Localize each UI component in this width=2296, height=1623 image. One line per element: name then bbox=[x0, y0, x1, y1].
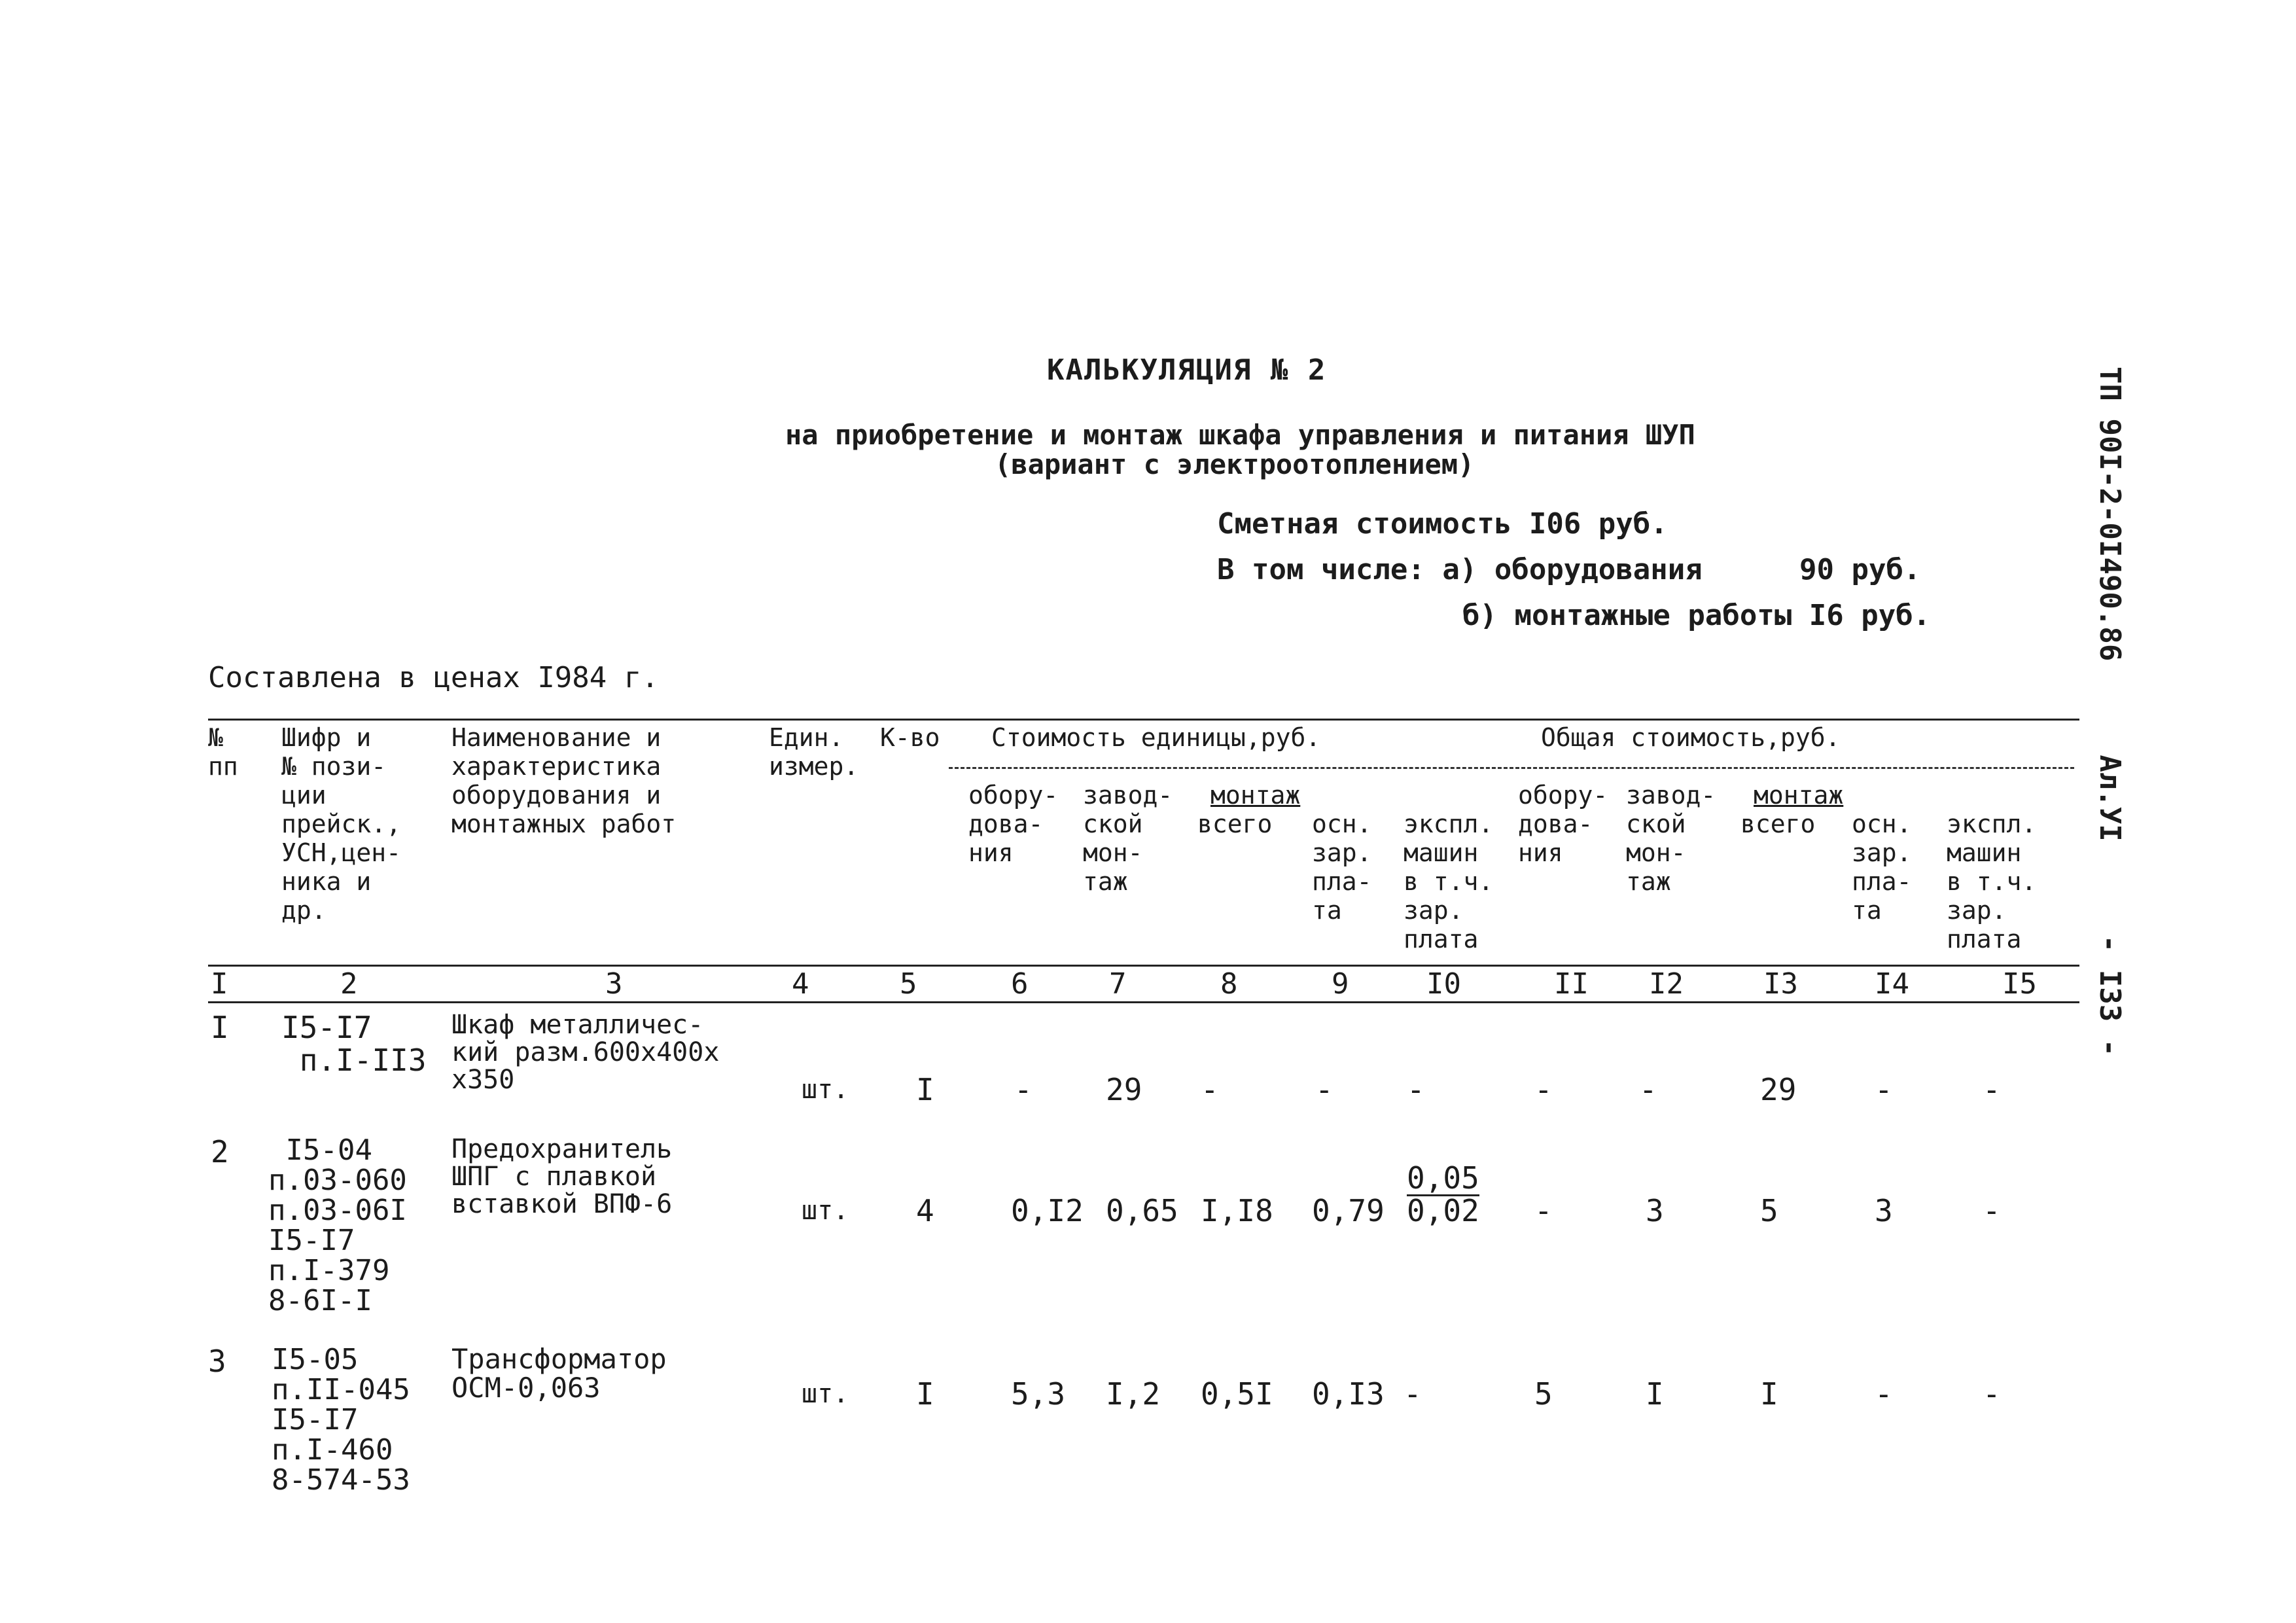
col-header-osn: осн. зар. пла- та bbox=[1312, 810, 1372, 925]
side-code: ТП 90I-2-0I490.86 bbox=[2093, 366, 2127, 662]
table-row-3-c11: 5 bbox=[1534, 1376, 1553, 1412]
colnum-bottom-rule bbox=[208, 1001, 2079, 1003]
colnum: I bbox=[211, 967, 228, 1001]
col-header-vsego-2: всего bbox=[1740, 810, 1816, 838]
doc-subtitle-2: (вариант с электроотоплением) bbox=[995, 448, 1475, 480]
side-page: - I33 - bbox=[2093, 935, 2127, 1057]
colnum: 4 bbox=[792, 967, 809, 1001]
table-row-3-c13: I bbox=[1760, 1376, 1778, 1412]
table-row-2-c10-top: 0,05 bbox=[1407, 1160, 1479, 1196]
table-row-2-c9: 0,79 bbox=[1312, 1193, 1385, 1228]
doc-title: КАЛЬКУЛЯЦИЯ № 2 bbox=[1047, 353, 1327, 387]
table-row-1-c13: 29 bbox=[1760, 1072, 1797, 1107]
col-header-vsego: всего bbox=[1197, 810, 1273, 838]
col-header-montazh-2: монтаж bbox=[1754, 781, 1844, 810]
table-row-1-c12: - bbox=[1639, 1072, 1657, 1107]
col-header-ekspl-2: экспл. машин в т.ч. зар. плата bbox=[1947, 810, 2037, 954]
col-header-osn-2: осн. зар. пла- та bbox=[1852, 810, 1912, 925]
table-row-1-c7: 29 bbox=[1106, 1072, 1142, 1107]
table-row-3-c14: - bbox=[1875, 1376, 1893, 1412]
prices-year: Составлена в ценах I984 г. bbox=[208, 661, 659, 694]
table-row-1-unit: шт. bbox=[802, 1075, 849, 1105]
table-row-3-code: I5-05 п.II-045 I5-I7 п.I-460 8-574-53 bbox=[272, 1343, 410, 1497]
table-row-3-c8: 0,5I bbox=[1201, 1376, 1273, 1412]
table-row-2-c15: - bbox=[1983, 1193, 2001, 1228]
table-row-1-c11: - bbox=[1534, 1072, 1553, 1107]
side-stamp bbox=[2093, 366, 2127, 1086]
table-row-2-c13: 5 bbox=[1760, 1193, 1778, 1228]
col-header-no: № пп bbox=[208, 723, 238, 781]
col-header-name: Наименование и характеристика оборудования и монтажных работ bbox=[451, 723, 677, 838]
col-header-unit-cost: Стоимость единицы,руб. bbox=[991, 723, 1321, 752]
table-row-2-no: 2 bbox=[211, 1134, 229, 1169]
colnum: I0 bbox=[1426, 967, 1461, 1001]
col-header-equip-2: обору- дова- ния bbox=[1518, 781, 1608, 867]
table-row-2-c10-bottom: 0,02 bbox=[1407, 1193, 1479, 1228]
table-row-1-c9: - bbox=[1315, 1072, 1333, 1107]
table-row-3-c7: I,2 bbox=[1106, 1376, 1161, 1412]
colnum: I3 bbox=[1763, 967, 1798, 1001]
cost-incl-label: В том числе: а) оборудования bbox=[1217, 553, 1703, 586]
table-row-2-c6: 0,I2 bbox=[1011, 1193, 1084, 1228]
table-row-3-qty: I bbox=[916, 1376, 934, 1412]
subheader-rule bbox=[949, 767, 2074, 769]
table-row-3-c15: - bbox=[1983, 1376, 2001, 1412]
colnum: I2 bbox=[1649, 967, 1684, 1001]
table-top-rule bbox=[208, 719, 2079, 721]
table-row-2-c14: 3 bbox=[1875, 1193, 1893, 1228]
doc-subtitle-1: на приобретение и монтаж шкафа управления и питания ШУП bbox=[785, 419, 1695, 451]
side-album: Ал.УI bbox=[2093, 755, 2127, 842]
table-row-3-c9: 0,I3 bbox=[1312, 1376, 1385, 1412]
col-header-factory-2: завод- ской мон- таж bbox=[1626, 781, 1716, 896]
table-row-2-qty: 4 bbox=[916, 1193, 934, 1228]
table-row-1-qty: I bbox=[916, 1072, 934, 1107]
colnum: 2 bbox=[340, 967, 358, 1001]
colnum: II bbox=[1554, 967, 1589, 1001]
col-header-unit: Един. измер. bbox=[769, 723, 859, 781]
colnum: 8 bbox=[1220, 967, 1238, 1001]
colnum: 5 bbox=[900, 967, 917, 1001]
cost-incl-a-value: 90 руб. bbox=[1799, 553, 1921, 586]
col-header-montazh: монтаж bbox=[1210, 781, 1301, 810]
table-row-2-name: Предохранитель ШПГ с плавкой вставкой ВПФ-6 bbox=[451, 1134, 673, 1219]
colnum: I5 bbox=[2002, 967, 2037, 1001]
table-row-2-c11: - bbox=[1534, 1193, 1553, 1228]
table-row-2-code: I5-04 п.03-060 п.03-06I I5-I7 п.I-379 8-6I-I bbox=[268, 1133, 407, 1317]
colnum: I4 bbox=[1875, 967, 1909, 1001]
col-header-ekspl: экспл. машин в т.ч. зар. плата bbox=[1404, 810, 1494, 954]
table-row-3-c6: 5,3 bbox=[1011, 1376, 1066, 1412]
colnum: 6 bbox=[1011, 967, 1029, 1001]
table-row-2-c12: 3 bbox=[1646, 1193, 1664, 1228]
table-row-1-c6: - bbox=[1014, 1072, 1033, 1107]
table-row-1-name: Шкаф металличес- кий разм.600х400х х350 bbox=[451, 1010, 720, 1095]
table-row-1-no: I bbox=[211, 1010, 229, 1045]
colnum: 7 bbox=[1109, 967, 1127, 1001]
table-row-3-no: 3 bbox=[208, 1344, 226, 1379]
col-header-qty: К-во bbox=[880, 723, 940, 752]
cost-total: Сметная стоимость I06 руб. bbox=[1217, 507, 1668, 541]
table-row-1-c15: - bbox=[1983, 1072, 2001, 1107]
table-row-3-c10: - bbox=[1404, 1376, 1422, 1412]
table-row-3-unit: шт. bbox=[802, 1379, 849, 1409]
colnum: 9 bbox=[1332, 967, 1349, 1001]
colnum: 3 bbox=[605, 967, 623, 1001]
table-row-1-code: I5-I7 п.I-II3 bbox=[281, 1010, 427, 1078]
col-header-code: Шифр и № пози- ции прейск., УСН,цен- ника и др. bbox=[281, 723, 402, 925]
table-row-3-name: Трансформатор ОСМ-0,063 bbox=[451, 1343, 667, 1404]
table-row-1-c8: - bbox=[1201, 1072, 1219, 1107]
table-row-2-unit: шт. bbox=[802, 1196, 849, 1226]
table-row-1-c10: - bbox=[1407, 1072, 1425, 1107]
header-bottom-rule bbox=[208, 965, 2079, 967]
col-header-equip: обору- дова- ния bbox=[968, 781, 1059, 867]
table-row-1-c14: - bbox=[1875, 1072, 1893, 1107]
table-row-3-c12: I bbox=[1646, 1376, 1664, 1412]
table-row-2-c7: 0,65 bbox=[1106, 1193, 1178, 1228]
col-header-total-cost: Общая стоимость,руб. bbox=[1541, 723, 1841, 752]
table-row-2-c8: I,I8 bbox=[1201, 1193, 1273, 1228]
col-header-factory: завод- ской мон- таж bbox=[1083, 781, 1173, 896]
cost-incl-b: б) монтажные работы I6 руб. bbox=[1462, 599, 1931, 632]
